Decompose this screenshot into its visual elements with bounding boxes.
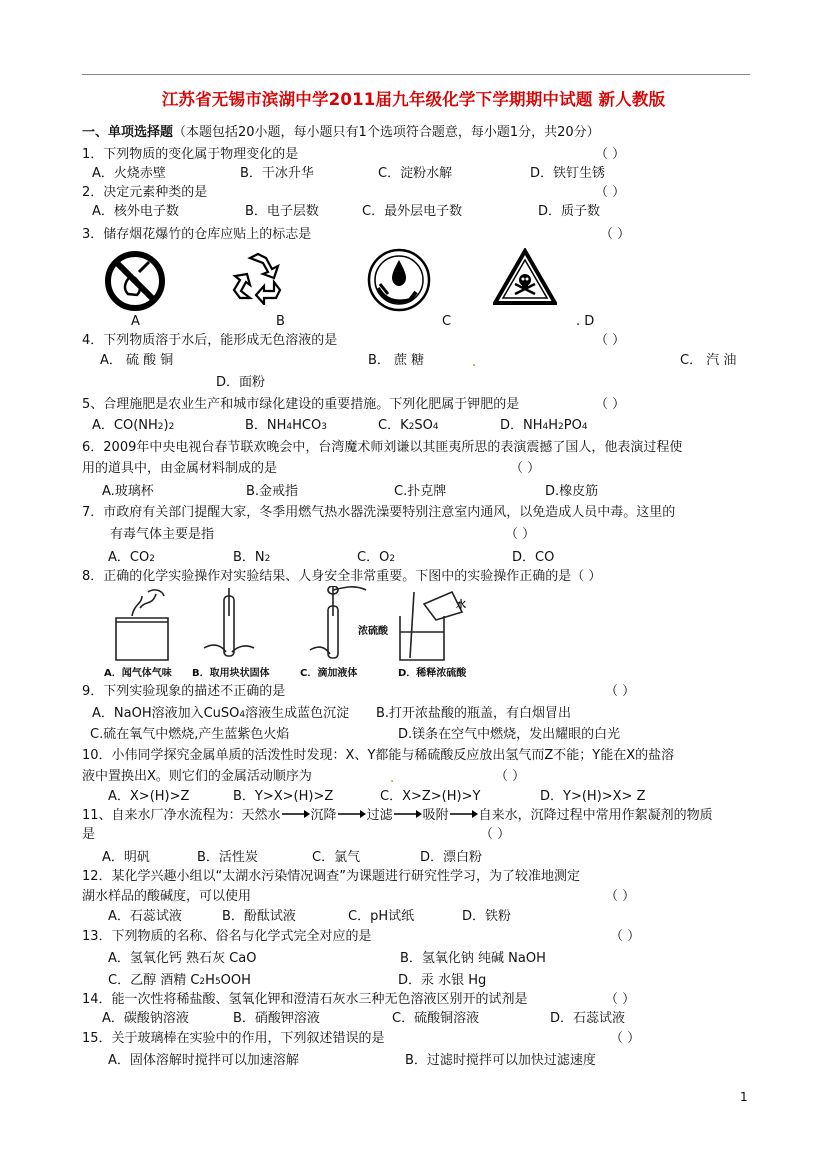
q14-answer-paren: （ ）	[605, 992, 636, 1007]
q4-stray-dot: .	[472, 355, 477, 370]
q6-answer-paren: （ ）	[510, 461, 541, 476]
q3-option-a: A	[131, 314, 140, 329]
q12-answer-paren: （ ）	[605, 889, 636, 904]
q12-option-d: D．铁粉	[462, 909, 512, 924]
q4-answer-paren: （ ）	[595, 333, 626, 348]
q14-option-c: C．硫酸铜溶液	[392, 1011, 480, 1026]
q3-answer-paren: （ ）	[600, 227, 631, 242]
q14-option-d: D．石蕊试液	[550, 1011, 626, 1026]
arrow-icon	[281, 809, 311, 819]
q6-option-b: B.金戒指	[246, 484, 299, 499]
q13-option-b: B．氢氧化钠 纯碱 NaOH	[400, 951, 546, 966]
q3-stem: 3．储存烟花爆竹的仓库应贴上的标志是	[82, 227, 312, 242]
q8-label-water: 水	[456, 600, 466, 611]
section-heading: 一、单项选择题（本题包括20小题，每小题只有1个选项符合题意，每小题1分，共20分）	[82, 125, 600, 140]
q10-option-b: B．Y>X>(H)>Z	[233, 789, 334, 804]
q12-option-a: A．石蕊试液	[108, 909, 182, 924]
q12-option-b: B．酚酞试液	[222, 909, 296, 924]
q7-option-b: B．N2	[233, 550, 271, 565]
solid-tube-illustration	[204, 588, 254, 656]
q7-option-a: A．CO2	[108, 550, 155, 565]
q5-stem: 5、合理施肥是农业生产和城市绿化建设的重要措施。下列化肥属于钾肥的是	[82, 397, 520, 412]
q5-option-b: B．NH4HCO3	[245, 418, 327, 433]
q15-option-b: B．过滤时搅拌可以加快过滤速度	[405, 1053, 596, 1068]
q1-option-c: C．淀粉水解	[378, 166, 453, 181]
q9-option-a: A．NaOH溶液加入CuSO4溶液生成蓝色沉淀	[92, 706, 350, 721]
lab-operations-figure	[104, 586, 464, 664]
q14-stem: 14．能一次性将稀盐酸、氢氧化钾和澄清石灰水三种无色溶液区别开的试剂是	[82, 992, 528, 1007]
q10-stem-line2: 液中置换出X。则它们的金属活动顺序为	[82, 769, 312, 784]
q7-option-c: C．O2	[357, 550, 396, 565]
q9-answer-paren: （ ）	[605, 684, 636, 699]
q5-option-a: A．CO(NH2)2	[92, 418, 175, 433]
q1-answer-paren: （ ）	[595, 147, 626, 162]
q15-answer-paren: （ ）	[610, 1031, 641, 1046]
q2-option-d: D．质子数	[538, 204, 601, 219]
q9-stem: 9．下列实验现象的描述不正确的是	[82, 684, 286, 699]
q3-option-c: C	[442, 314, 452, 329]
q12-stem-line2: 湖水样品的酸碱度，可以使用	[82, 889, 252, 904]
q10-option-a: A．X>(H)>Z	[108, 789, 190, 804]
q15-stem: 15．关于玻璃棒在实验中的作用，下列叙述错误的是	[82, 1031, 385, 1046]
toxic-icon	[493, 248, 557, 306]
q13-stem: 13．下列物质的名称、俗名与化学式完全对应的是	[82, 929, 372, 944]
q4-option-d: D．面粉	[216, 375, 266, 390]
header-rule	[82, 74, 750, 75]
q13-option-d: D．汞 水银 Hg	[398, 973, 487, 988]
q4-option-c: C． 汽 油	[680, 353, 737, 368]
q10-option-d: D．Y>(H)>X> Z	[540, 789, 646, 804]
dilute-acid-illustration	[400, 592, 462, 660]
q9-option-d: D.镁条在空气中燃烧，发出耀眼的白光	[398, 727, 621, 742]
q6-option-d: D.橡皮筋	[545, 484, 599, 499]
q4-stem: 4．下列物质溶于水后，能形成无色溶液的是	[82, 333, 338, 348]
q15-option-a: A．固体溶解时搅拌可以加速溶解	[108, 1053, 299, 1068]
q7-stem-line1: 7．市政府有关部门提醒大家，冬季用燃气热水器洗澡要特别注意室内通风，以免造成人员中毒。这里的	[82, 505, 676, 520]
q12-option-c: C．pH试纸	[348, 909, 415, 924]
q6-option-a: A.玻璃杯	[102, 484, 154, 499]
q6-stem-line2: 用的道具中，由金属材料制成的是	[82, 461, 278, 476]
q5-option-d: D．NH4H2PO4	[500, 418, 588, 433]
corrosive-icon	[366, 248, 432, 312]
q8-caption-a: A．闻气体气味	[104, 668, 172, 679]
q3-option-d: . D	[576, 314, 595, 329]
smell-gas-illustration	[116, 590, 168, 660]
page-number: 1	[740, 1090, 748, 1104]
q5-option-c: C．K2SO4	[378, 418, 439, 433]
q2-option-b: B．电子层数	[245, 204, 319, 219]
q10-answer-paren: （ ）	[495, 769, 526, 784]
q8-label-acid: 浓硫酸	[358, 626, 388, 637]
q10-stem-line1: 10．小伟同学探究金属单质的活泼性时发现：X、Y都能与稀硫酸反应放出氢气而Z不能；Y能在X的盐溶	[82, 748, 675, 763]
q14-option-b: B．硝酸钾溶液	[233, 1011, 320, 1026]
q7-answer-paren: （ ）	[505, 527, 536, 542]
q8-stem: 8．正确的化学实验操作对实验结果、人身安全非常重要。下图中的实验操作正确的是（ ）	[82, 569, 602, 584]
q8-caption-d: D．稀释浓硫酸	[398, 668, 467, 679]
q7-stem-line2: 有毒气体主要是指	[110, 527, 215, 542]
q2-option-a: A．核外电子数	[92, 204, 179, 219]
q13-answer-paren: （ ）	[610, 929, 641, 944]
q11-option-a: A．明矾	[102, 850, 150, 865]
q1-option-d: D．铁钉生锈	[530, 166, 606, 181]
q9-option-c: C.硫在氧气中燃烧,产生蓝紫色火焰	[90, 727, 290, 742]
q6-stem-line1: 6．2009年中央电视台春节联欢晚会中，台湾魔术师刘谦以其匪夷所思的表演震撼了国人，他表演过程使	[82, 440, 683, 455]
q10-stray-dot: .	[390, 771, 395, 786]
arrow-icon	[449, 809, 479, 819]
arrow-icon	[337, 809, 367, 819]
q4-option-a: A． 硫 酸 铜	[100, 353, 174, 368]
q6-option-c: C.扑克牌	[394, 484, 447, 499]
q8-caption-c: C．滴加液体	[300, 668, 358, 679]
q7-option-d: D．CO	[512, 550, 555, 565]
q11-option-b: B．活性炭	[197, 850, 258, 865]
q9-option-b: B.打开浓盐酸的瓶盖，有白烟冒出	[376, 706, 572, 721]
q2-option-c: C．最外层电子数	[362, 204, 463, 219]
q11-option-d: D．漂白粉	[420, 850, 483, 865]
q4-option-b: B． 蔗 糖	[368, 353, 425, 368]
page-title: 江苏省无锡市滨湖中学2011届九年级化学下学期期中试题 新人教版	[161, 90, 666, 109]
q13-option-a: A．氢氧化钙 熟石灰 CaO	[108, 951, 257, 966]
q1-option-b: B．干冰升华	[240, 166, 314, 181]
q11-option-c: C．氯气	[312, 850, 361, 865]
q14-option-a: A．碳酸钠溶液	[102, 1011, 189, 1026]
q12-stem-line1: 12．某化学兴趣小组以“太湖水污染情况调查”为课题进行研究性学习，为了较准地测定	[82, 869, 581, 884]
no-fire-icon	[104, 250, 166, 312]
q1-option-a: A．火烧赤壁	[92, 166, 166, 181]
q11-stem-line2: 是	[82, 827, 96, 842]
q13-option-c: C．乙醇 酒精 C2H5OOH	[108, 973, 251, 988]
q1-stem: 1．下列物质的变化属于物理变化的是	[82, 147, 299, 162]
q11-answer-paren: （ ）	[480, 827, 511, 842]
q5-answer-paren: （ ）	[595, 397, 626, 412]
q10-option-c: C．X>Z>(H)>Y	[380, 789, 481, 804]
recycle-icon	[228, 250, 288, 305]
arrow-icon	[393, 809, 423, 819]
q11-stem-line1: 11、自来水厂净水流程为：天然水 沉降 过滤 吸附 自来水，沉降过程中常用作絮凝剂的物质	[82, 808, 713, 823]
q3-option-b: B	[276, 314, 285, 329]
q2-stem: 2．决定元素种类的是	[82, 185, 208, 200]
q8-caption-b: B．取用块状固体	[192, 668, 270, 679]
q2-answer-paren: （ ）	[595, 185, 626, 200]
